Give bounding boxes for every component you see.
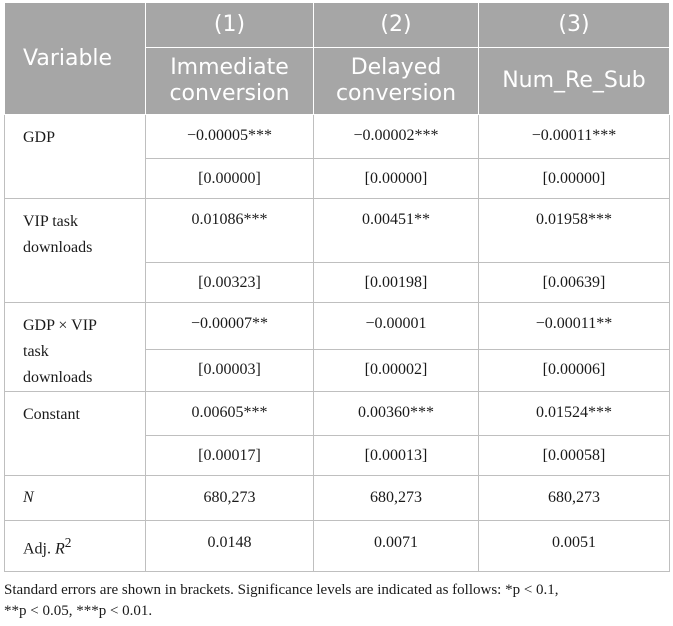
header-col1-name-line2: conversion xyxy=(169,81,290,106)
row-label-interaction-line3: downloads xyxy=(23,369,93,386)
table-row-adj-r2 xyxy=(5,521,670,572)
header-col3-name: Num_Re_Sub xyxy=(479,48,670,115)
adj-r2-col2: 0.0071 xyxy=(314,521,479,572)
constant-se-col1: [0.00017] xyxy=(146,436,314,476)
vip-coef-col3: 0.01958*** xyxy=(479,199,670,263)
constant-coef-col3: 0.01524*** xyxy=(479,392,670,436)
table-row-vip-coef xyxy=(5,199,670,263)
gdp-se-col1: [0.00000] xyxy=(146,159,314,199)
vip-se-col3: [0.00639] xyxy=(479,263,670,303)
header-col2-name xyxy=(314,48,479,115)
regression-table xyxy=(4,2,670,572)
n-col1: 680,273 xyxy=(146,476,314,521)
vip-se-col1: [0.00323] xyxy=(146,263,314,303)
interaction-se-col1: [0.00003] xyxy=(146,349,314,391)
table-row-n xyxy=(5,476,670,521)
interaction-se-col3: [0.00006] xyxy=(479,349,670,391)
table-note xyxy=(4,580,669,622)
row-label-vip xyxy=(5,199,146,303)
gdp-coef-col2: −0.00002*** xyxy=(314,115,479,159)
interaction-coef-col1: −0.00007** xyxy=(146,303,314,350)
row-label-interaction-line2: task xyxy=(23,343,49,360)
row-label-vip-line1: VIP task xyxy=(23,213,78,230)
interaction-coef-col3: −0.00011** xyxy=(479,303,670,350)
header-row-numbers xyxy=(5,3,670,48)
header-col1-name-line1: Immediate xyxy=(170,55,289,80)
n-col3: 680,273 xyxy=(479,476,670,521)
header-col3-number: (3) xyxy=(479,3,670,48)
table-row-constant-coef xyxy=(5,392,670,436)
vip-coef-col2: 0.00451** xyxy=(314,199,479,263)
n-col2: 680,273 xyxy=(314,476,479,521)
interaction-coef-col2: −0.00001 xyxy=(314,303,479,350)
vip-se-col2: [0.00198] xyxy=(314,263,479,303)
gdp-coef-col1: −0.00005*** xyxy=(146,115,314,159)
vip-coef-col1: 0.01086*** xyxy=(146,199,314,263)
adj-r2-col3: 0.0051 xyxy=(479,521,670,572)
table-note-line2: **p < 0.05, ***p < 0.01. xyxy=(4,603,153,620)
row-label-vip-line2: downloads xyxy=(23,239,93,256)
header-col2-name-line1: Delayed xyxy=(350,55,442,80)
row-label-interaction xyxy=(5,303,146,392)
header-col1-number: (1) xyxy=(146,3,314,48)
adj-r2-superscript: 2 xyxy=(64,535,72,550)
table-row-gdp-coef xyxy=(5,115,670,159)
constant-se-col2: [0.00013] xyxy=(314,436,479,476)
row-label-adj-r2 xyxy=(5,521,146,572)
header-col2-name-line2: conversion xyxy=(335,81,457,106)
gdp-se-col3: [0.00000] xyxy=(479,159,670,199)
constant-coef-col2: 0.00360*** xyxy=(314,392,479,436)
header-col1-name xyxy=(146,48,314,115)
constant-se-col3: [0.00058] xyxy=(479,436,670,476)
constant-coef-col1: 0.00605*** xyxy=(146,392,314,436)
header-col2-number: (2) xyxy=(314,3,479,48)
table-note-line1: Standard errors are shown in brackets. Significance levels are indicated as follows: *p < 0.1, xyxy=(4,582,559,599)
row-label-n: N xyxy=(5,476,146,521)
adj-r2-symbol: R xyxy=(55,540,65,558)
row-label-interaction-line1: GDP × VIP xyxy=(23,317,97,334)
row-label-constant: Constant xyxy=(5,392,146,476)
interaction-se-col2: [0.00002] xyxy=(314,349,479,391)
table-row-interaction-coef xyxy=(5,303,670,350)
row-label-gdp: GDP xyxy=(5,115,146,199)
adj-r2-col1: 0.0148 xyxy=(146,521,314,572)
header-variable: Variable xyxy=(5,3,146,115)
adj-r2-prefix: Adj. xyxy=(23,540,55,558)
regression-table-container xyxy=(4,2,669,622)
gdp-se-col2: [0.00000] xyxy=(314,159,479,199)
gdp-coef-col3: −0.00011*** xyxy=(479,115,670,159)
